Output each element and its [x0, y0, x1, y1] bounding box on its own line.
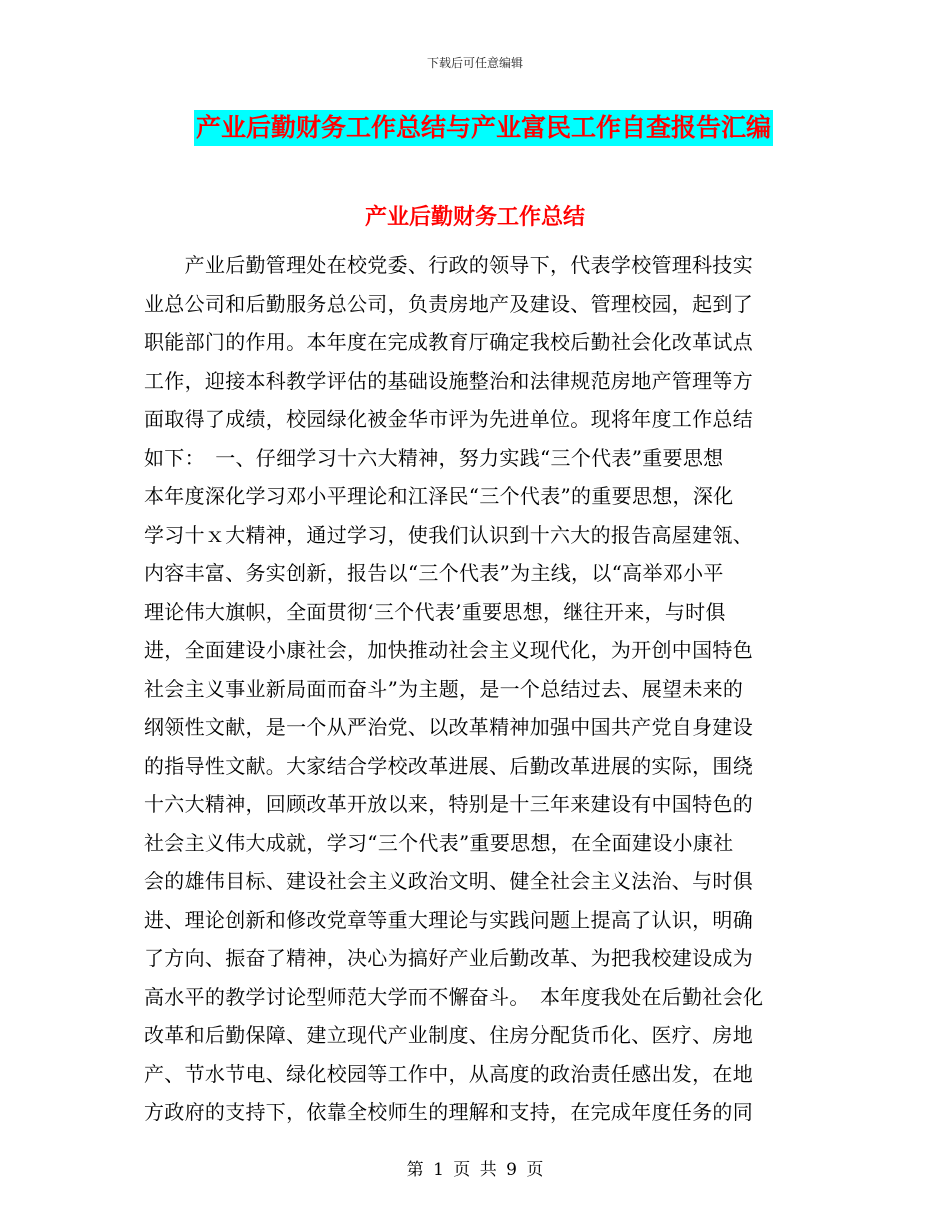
header-note: 下载后可任意编辑	[426, 56, 523, 70]
body-line: 进、理论创新和修改党章等重大理论与实践问题上提高了认识，明确	[144, 907, 753, 932]
body-line: 面取得了成绩，校园绿化被金华市评为先进单位。现将年度工作总结	[144, 407, 753, 431]
body-line: 工作，迎接本科教学评估的基础设施整治和法律规范房地产管理等方	[144, 368, 753, 393]
body-line: 职能部门的作用。本年度在完成教育厅确定我校后勤社会化改革试点	[144, 330, 753, 354]
body-line: 学习十ｘ大精神，通过学习，使我们认识到十六大的报告高屋建瓴、	[144, 522, 753, 547]
section-title: 产业后勤财务工作总结	[364, 204, 585, 230]
body-line: 进，全面建设小康社会，加快推动社会主义现代化，为开创中国特色	[144, 638, 753, 662]
body-line: 改革和后勤保障、建立现代产业制度、住房分配货币化、医疗、房地	[144, 1023, 753, 1047]
body-line: 纲领性文献，是一个从严治党、以改革精神加强中国共产党自身建设	[144, 715, 753, 739]
body-line: 理论伟大旗帜，全面贯彻‘三个代表’重要思想，继往开来，与时俱	[144, 599, 726, 624]
body-line: 业总公司和后勤服务总公司，负责房地产及建设、管理校园，起到了	[144, 291, 753, 316]
body-line: 方政府的支持下，依靠全校师生的理解和支持，在完成年度任务的同	[144, 1100, 753, 1124]
body-text	[144, 246, 824, 1132]
body-line: 会的雄伟目标、建设社会主义政治文明、健全社会主义法治、与时俱	[144, 869, 753, 893]
page-footer: 第 1 页 共 9 页	[406, 1160, 544, 1180]
body-line: 高水平的教学讨论型师范大学而不懈奋斗。 本年度我处在后勤社会化	[144, 984, 764, 1009]
document-title: 产业后勤财务工作总结与产业富民工作自查报告汇编	[194, 110, 773, 146]
body-line: 十六大精神，回顾改革开放以来，特别是十三年来建设有中国特色的	[144, 792, 753, 816]
body-line: 的指导性文献。大家结合学校改革进展、后勤改革进展的实际，围绕	[144, 753, 753, 778]
body-line: 本年度深化学习邓小平理论和江泽民“三个代表”的重要思想，深化	[144, 484, 734, 508]
body-line: 内容丰富、务实创新，报告以“三个代表”为主线，以“高举邓小平	[144, 561, 724, 585]
body-line: 产、节水节电、绿化校园等工作中，从高度的政治责任感出发，在地	[144, 1061, 753, 1086]
body-line: 产业后勤管理处在校党委、行政的领导下，代表学校管理科技实	[144, 253, 753, 277]
body-line: 如下： 一、仔细学习十六大精神，努力实践“三个代表”重要思想	[144, 445, 724, 470]
body-line: 了方向、振奋了精神，决心为搞好产业后勤改革、为把我校建设成为	[144, 946, 753, 970]
body-line: 社会主义事业新局面而奋斗”为主题，是一个总结过去、展望未来的	[144, 676, 744, 701]
body-line: 社会主义伟大成就，学习“三个代表”重要思想，在全面建设小康社	[144, 830, 734, 855]
